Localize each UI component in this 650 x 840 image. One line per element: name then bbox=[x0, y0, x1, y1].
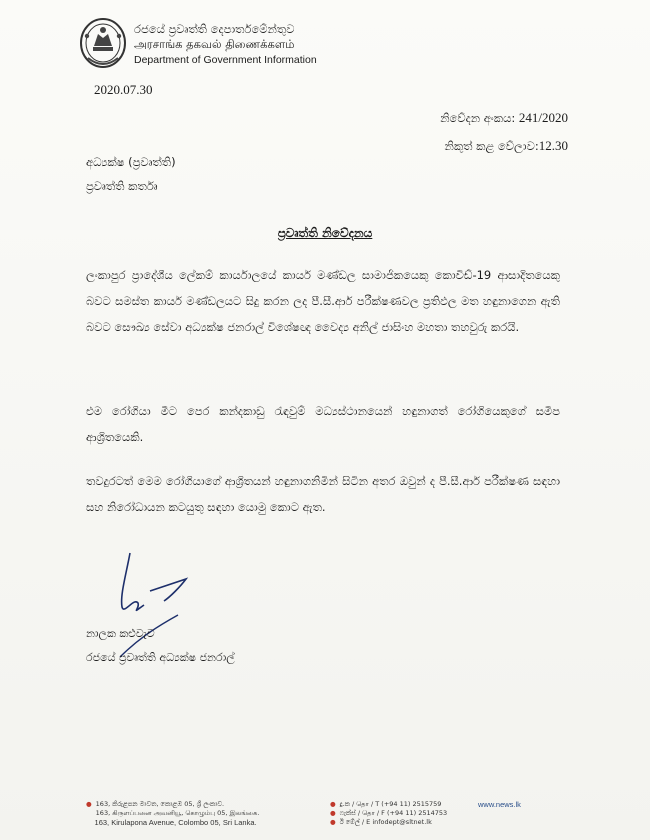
bullet-icon: ● bbox=[86, 800, 92, 808]
email-address[interactable]: infodept@sltnet.lk bbox=[372, 818, 432, 826]
dept-name-tamil: அரசாங்க தகவல் திணைக்களம் bbox=[134, 37, 295, 51]
release-time: 12.30 bbox=[538, 138, 568, 153]
address-sinhala: 163, කිරුළපන මාවත, කොළඹ 05, ශ්‍රී ලංකාව. bbox=[95, 800, 225, 808]
telephone-label: දු.ක / தொ / T bbox=[339, 800, 380, 808]
addressee-line-1: අධ්‍යක්ෂ (ප්‍රවෘත්ති) bbox=[86, 155, 176, 169]
signer-name: නාලක කළුවැව bbox=[86, 627, 155, 640]
department-header bbox=[134, 22, 317, 68]
letter-date: 2020.07.30 bbox=[94, 82, 153, 97]
dept-name-english: Department of Government Information bbox=[134, 54, 317, 66]
release-number: 241/2020 bbox=[518, 110, 568, 125]
body-paragraph-3: තවදුරටත් මෙම රෝගියාගේ ආශ්‍රිතයන් හඳුනාගනිමින් සිටින අතර ඔවුන් ද පී.සී.ආර් පරීක්ෂණ සඳහා සහ නිරෝධායන කටයුතු සඳහා යොමු කොට ඇත. bbox=[86, 474, 560, 514]
sri-lanka-emblem-icon bbox=[78, 16, 128, 74]
address-tamil: 163, கிருளப்பனை அவனியூ, கொழும்பு 05, இலங்கை. bbox=[95, 809, 260, 817]
footer-contacts bbox=[330, 800, 447, 827]
release-number-line bbox=[440, 104, 568, 132]
letterhead-footer bbox=[0, 800, 650, 836]
fax-label: ෆැක්ස් / தொ / F bbox=[339, 809, 385, 817]
footer-address bbox=[86, 800, 259, 827]
release-time-line bbox=[440, 132, 568, 160]
telephone-number: (+94 11) 2515759 bbox=[381, 800, 442, 808]
fax-number: (+94 11) 2514753 bbox=[387, 809, 448, 817]
address-english: 163, Kirulapona Avenue, Colombo 05, Sri Lanka. bbox=[94, 818, 257, 827]
body-paragraph-2: එම රෝගියා මීට පෙර කන්දකාඩු රැඳවුම් මධ්‍යස්ථානයෙන් හඳුනාගත් රෝගියෙකුගේ සමීප ආශ්‍රිතයෙකි. bbox=[86, 404, 560, 444]
press-release-heading: ප්‍රවෘත්ති නිවේදනය bbox=[277, 226, 373, 240]
signer-title: රජයේ ප්‍රවෘත්ති අධ්‍යක්ෂ ජනරාල් bbox=[86, 651, 235, 664]
addressee-line-2: ප්‍රවෘත්ති කර්තෘ bbox=[86, 179, 158, 193]
release-meta bbox=[440, 104, 568, 160]
signer-block bbox=[86, 622, 235, 670]
release-number-label: නිවේදන අංකය: bbox=[440, 111, 516, 125]
email-label: ඊ මේල් / E bbox=[339, 818, 371, 826]
dept-name-sinhala: රජයේ ප්‍රවෘත්ති දෙපාර්තමේන්තුව bbox=[134, 22, 295, 36]
addressee-block bbox=[86, 150, 176, 198]
bullet-icon: ● bbox=[330, 809, 336, 817]
website-link[interactable]: www.news.lk bbox=[478, 800, 521, 809]
release-time-label: නිකුත් කළ වේලාව: bbox=[444, 139, 539, 153]
bullet-icon: ● bbox=[330, 818, 336, 826]
bullet-icon: ● bbox=[330, 800, 336, 808]
body-paragraph-1: ලංකාපුර ප්‍රාදේශීය ලේකම් කාර්යාලයේ කාර්ය මණ්ඩල සාමාජිකයෙකු කොවිඩ්-19 ආසාදිතයෙකු බවට සමස්ත කාර්ය මණ්ඩලයට සිදු කරන ලද පී.සී.ආර් පරීක්ෂණවල ප්‍රතිඵල මත හඳුනාගෙන ඇති බවට සෞඛ්‍ය සේවා අධ්‍යක්ෂ ජනරාල් විශේෂඥ වෛද්‍ය අනිල් ජාසිංහ මහතා තහවුරු කරයි. bbox=[86, 268, 560, 334]
